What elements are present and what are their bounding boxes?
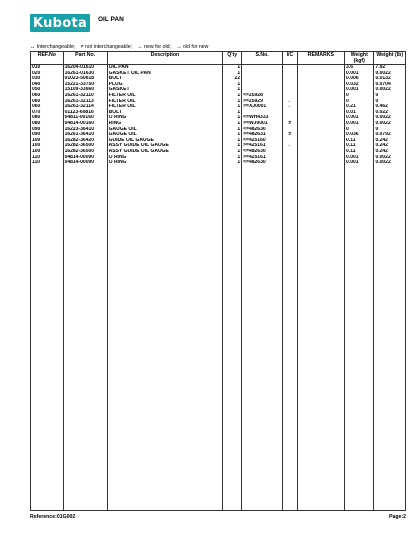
cell-weight-kgf: 0.001 xyxy=(345,115,374,121)
filler-cell xyxy=(345,166,374,511)
cell-ref: 110 xyxy=(31,155,64,161)
cell-weight-lb: 0.0022 xyxy=(374,87,406,93)
cell-qty: 1 xyxy=(223,149,242,155)
cell-weight-lb: 7.92 xyxy=(374,65,406,71)
table-header-row xyxy=(31,52,406,65)
cell-weight-lb: 0.0704 xyxy=(374,82,406,88)
cell-description: PLUG xyxy=(107,82,223,88)
parts-table xyxy=(30,51,406,511)
filler-cell xyxy=(107,166,223,511)
cell-ref: 060 xyxy=(31,99,64,105)
parts-table-wrap xyxy=(30,51,406,511)
cell-weight-kgf: 0.21 xyxy=(345,104,374,110)
cell-description: ASSY GUIDE OIL GAUGE xyxy=(107,149,223,155)
cell-description: ASSY GUIDE OIL GAUGE xyxy=(107,143,223,149)
cell-serial-no: >=482631 xyxy=(242,132,283,138)
cell-part-no: 15221-33750 xyxy=(63,82,107,88)
cell-qty: 1 xyxy=(223,65,242,71)
cell-ref: 080 xyxy=(31,121,64,127)
cell-weight-lb: 0.242 xyxy=(374,138,406,144)
cell-weight-kgf: 0.032 xyxy=(345,82,374,88)
col-header-qty: Q'ty xyxy=(223,52,242,65)
cell-weight-kgf: 0 xyxy=(345,127,374,133)
legend-interchangeable: ↔ Interchangeable; xyxy=(30,44,76,50)
filler-cell xyxy=(31,166,64,511)
cell-part-no: 16282-36500 xyxy=(63,149,107,155)
cell-interchange: ← xyxy=(283,143,298,149)
cell-weight-kgf: 0.006 xyxy=(345,76,374,82)
cell-qty: 1 xyxy=(223,93,242,99)
page-header xyxy=(30,14,390,36)
legend-old-for-new: → old for new xyxy=(176,44,209,50)
cell-description: O RING xyxy=(107,160,223,166)
col-header-description: Description xyxy=(107,52,223,65)
cell-qty: 1 xyxy=(223,82,242,88)
interchangeability-legend xyxy=(30,44,212,50)
cell-weight-lb: 0.022 xyxy=(374,110,406,116)
filler-cell xyxy=(63,166,107,511)
cell-weight-lb: 0.0022 xyxy=(374,160,406,166)
cell-serial-no: >=XJ0001 xyxy=(242,104,283,110)
col-header-weight-lb: Weight (lb) xyxy=(374,52,406,65)
filler-cell xyxy=(283,166,298,511)
cell-description: OIL PAN xyxy=(107,65,223,71)
cell-part-no: 16261-01630 xyxy=(63,71,107,77)
cell-part-no: 15109-33660 xyxy=(63,87,107,93)
col-header-remarks: REMARKS xyxy=(297,52,344,65)
cell-serial-no: >=425161 xyxy=(242,143,283,149)
cell-weight-kgf: 0.01 xyxy=(345,110,374,116)
legend-new-for-old: ← new for old; xyxy=(137,44,171,50)
cell-serial-no: <=WH4333 xyxy=(242,115,283,121)
cell-description: O RING xyxy=(107,115,223,121)
reference-code: Reference:01G002 xyxy=(30,514,76,520)
filler-cell xyxy=(297,166,344,511)
cell-part-no: 16223-36410 xyxy=(63,127,107,133)
kubota-logo: Kubota xyxy=(30,14,90,32)
cell-weight-kgf: 0.11 xyxy=(345,138,374,144)
cell-weight-lb: 0 xyxy=(374,127,406,133)
cell-interchange: ≠ xyxy=(283,132,298,138)
cell-weight-lb: 0 xyxy=(374,93,406,99)
cell-ref: 100 xyxy=(31,149,64,155)
cell-part-no: 16261-32110 xyxy=(63,93,107,99)
col-header-ic: I/C xyxy=(283,52,298,65)
cell-weight-kgf: 0 xyxy=(345,93,374,99)
cell-part-no: 04811-00160 xyxy=(63,115,107,121)
legend-not-interchangeable: ≠ not interchangeable; xyxy=(80,44,133,50)
cell-ref: 010 xyxy=(31,65,64,71)
cell-weight-lb: 0.0022 xyxy=(374,121,406,127)
cell-ref: 050 xyxy=(31,87,64,93)
cell-weight-lb: 0.0132 xyxy=(374,76,406,82)
cell-weight-kgf: 0.001 xyxy=(345,87,374,93)
cell-qty: 1 xyxy=(223,115,242,121)
cell-serial-no: >=425161 xyxy=(242,155,283,161)
cell-weight-kgf: 0.11 xyxy=(345,149,374,155)
cell-weight-kgf: 0.001 xyxy=(345,71,374,77)
cell-description: GAUGE OIL xyxy=(107,132,223,138)
cell-serial-no: >=25929 xyxy=(242,99,283,105)
cell-weight-lb: 0.0792 xyxy=(374,132,406,138)
cell-part-no: 01123-60816 xyxy=(63,110,107,116)
cell-part-no: 16261-32113 xyxy=(63,99,107,105)
cell-part-no: 16261-36410 xyxy=(63,132,107,138)
cell-weight-kgf: 0.001 xyxy=(345,160,374,166)
cell-description: FILTER OIL xyxy=(107,99,223,105)
cell-qty: 1 xyxy=(223,138,242,144)
cell-ref: 070 xyxy=(31,110,64,116)
cell-ref: 030 xyxy=(31,76,64,82)
cell-serial-no: <=482630 xyxy=(242,160,283,166)
cell-serial-no: <=25928 xyxy=(242,93,283,99)
cell-description: GASKET OIL PAN xyxy=(107,71,223,77)
cell-description: RING xyxy=(107,121,223,127)
cell-weight-kgf: 0.11 xyxy=(345,143,374,149)
cell-ref: 100 xyxy=(31,143,64,149)
cell-part-no: 16204-01610 xyxy=(63,65,107,71)
parts-table-body xyxy=(31,65,406,511)
col-header-part: Part No. xyxy=(63,52,107,65)
cell-weight-lb: 0.0022 xyxy=(374,155,406,161)
cell-qty: 1 xyxy=(223,121,242,127)
cell-qty: 1 xyxy=(223,132,242,138)
cell-part-no: 01023-50618 xyxy=(63,76,107,82)
cell-ref: 090 xyxy=(31,132,64,138)
filler-cell xyxy=(223,166,242,511)
cell-ref: 060 xyxy=(31,104,64,110)
cell-weight-kgf: 0.001 xyxy=(345,155,374,161)
cell-description: GAUGE OIL xyxy=(107,127,223,133)
cell-description: FILTER OIL xyxy=(107,93,223,99)
cell-qty: 1 xyxy=(223,87,242,93)
cell-description: BOLT xyxy=(107,110,223,116)
cell-weight-kgf: 0 xyxy=(345,99,374,105)
cell-qty: 1 xyxy=(223,110,242,116)
cell-weight-lb: 0.0022 xyxy=(374,71,406,77)
cell-serial-no: <=482630 xyxy=(242,149,283,155)
cell-part-no: 04814-00090 xyxy=(63,155,107,161)
table-filler-row xyxy=(31,166,406,511)
cell-qty: 1 xyxy=(223,155,242,161)
cell-weight-lb: 0.462 xyxy=(374,104,406,110)
cell-weight-lb: 0.242 xyxy=(374,149,406,155)
cell-ref: 090 xyxy=(31,127,64,133)
cell-ref: 110 xyxy=(31,160,64,166)
cell-description: GASKET xyxy=(107,87,223,93)
cell-description: FILTER OIL xyxy=(107,104,223,110)
cell-ref: 060 xyxy=(31,93,64,99)
cell-interchange: ≠ xyxy=(283,121,298,127)
cell-serial-no: <=425160 xyxy=(242,138,283,144)
cell-ref: 080 xyxy=(31,115,64,121)
cell-ref: 020 xyxy=(31,71,64,77)
page-title: OIL PAN xyxy=(98,16,124,23)
cell-qty: 1 xyxy=(223,71,242,77)
cell-part-no: 16261-32114 xyxy=(63,104,107,110)
cell-qty: 22 xyxy=(223,76,242,82)
cell-part-no: 04814-00090 xyxy=(63,160,107,166)
col-header-ref: REF.No xyxy=(31,52,64,65)
cell-qty: 1 xyxy=(223,99,242,105)
cell-ref: 100 xyxy=(31,138,64,144)
col-header-weight-kgf: Weight (kgf) xyxy=(345,52,374,65)
cell-part-no: 04814-00160 xyxy=(63,121,107,127)
cell-description: GUIDE OIL GAUGE xyxy=(107,138,223,144)
cell-ref: 040 xyxy=(31,82,64,88)
cell-interchange: ← xyxy=(283,99,298,105)
cell-qty: 1 xyxy=(223,160,242,166)
cell-part-no: 16282-36500 xyxy=(63,143,107,149)
cell-description: O RING xyxy=(107,155,223,161)
cell-weight-kgf: 0.036 xyxy=(345,132,374,138)
filler-cell xyxy=(374,166,406,511)
cell-weight-kgf: 3.6 xyxy=(345,65,374,71)
filler-cell xyxy=(242,166,283,511)
cell-weight-lb: 0 xyxy=(374,99,406,105)
cell-qty: 1 xyxy=(223,143,242,149)
cell-part-no: 16282-36420 xyxy=(63,138,107,144)
cell-weight-kgf: 0.001 xyxy=(345,121,374,127)
cell-interchange: ← xyxy=(283,104,298,110)
cell-qty: 1 xyxy=(223,104,242,110)
page-number: Page:2 xyxy=(388,514,406,520)
cell-qty: 1 xyxy=(223,127,242,133)
cell-serial-no: >=WJ0001 xyxy=(242,121,283,127)
cell-weight-lb: 0.242 xyxy=(374,143,406,149)
cell-weight-lb: 0.0022 xyxy=(374,115,406,121)
col-header-sno: S.No. xyxy=(242,52,283,65)
cell-serial-no: <=482630 xyxy=(242,127,283,133)
cell-description: BOLT xyxy=(107,76,223,82)
